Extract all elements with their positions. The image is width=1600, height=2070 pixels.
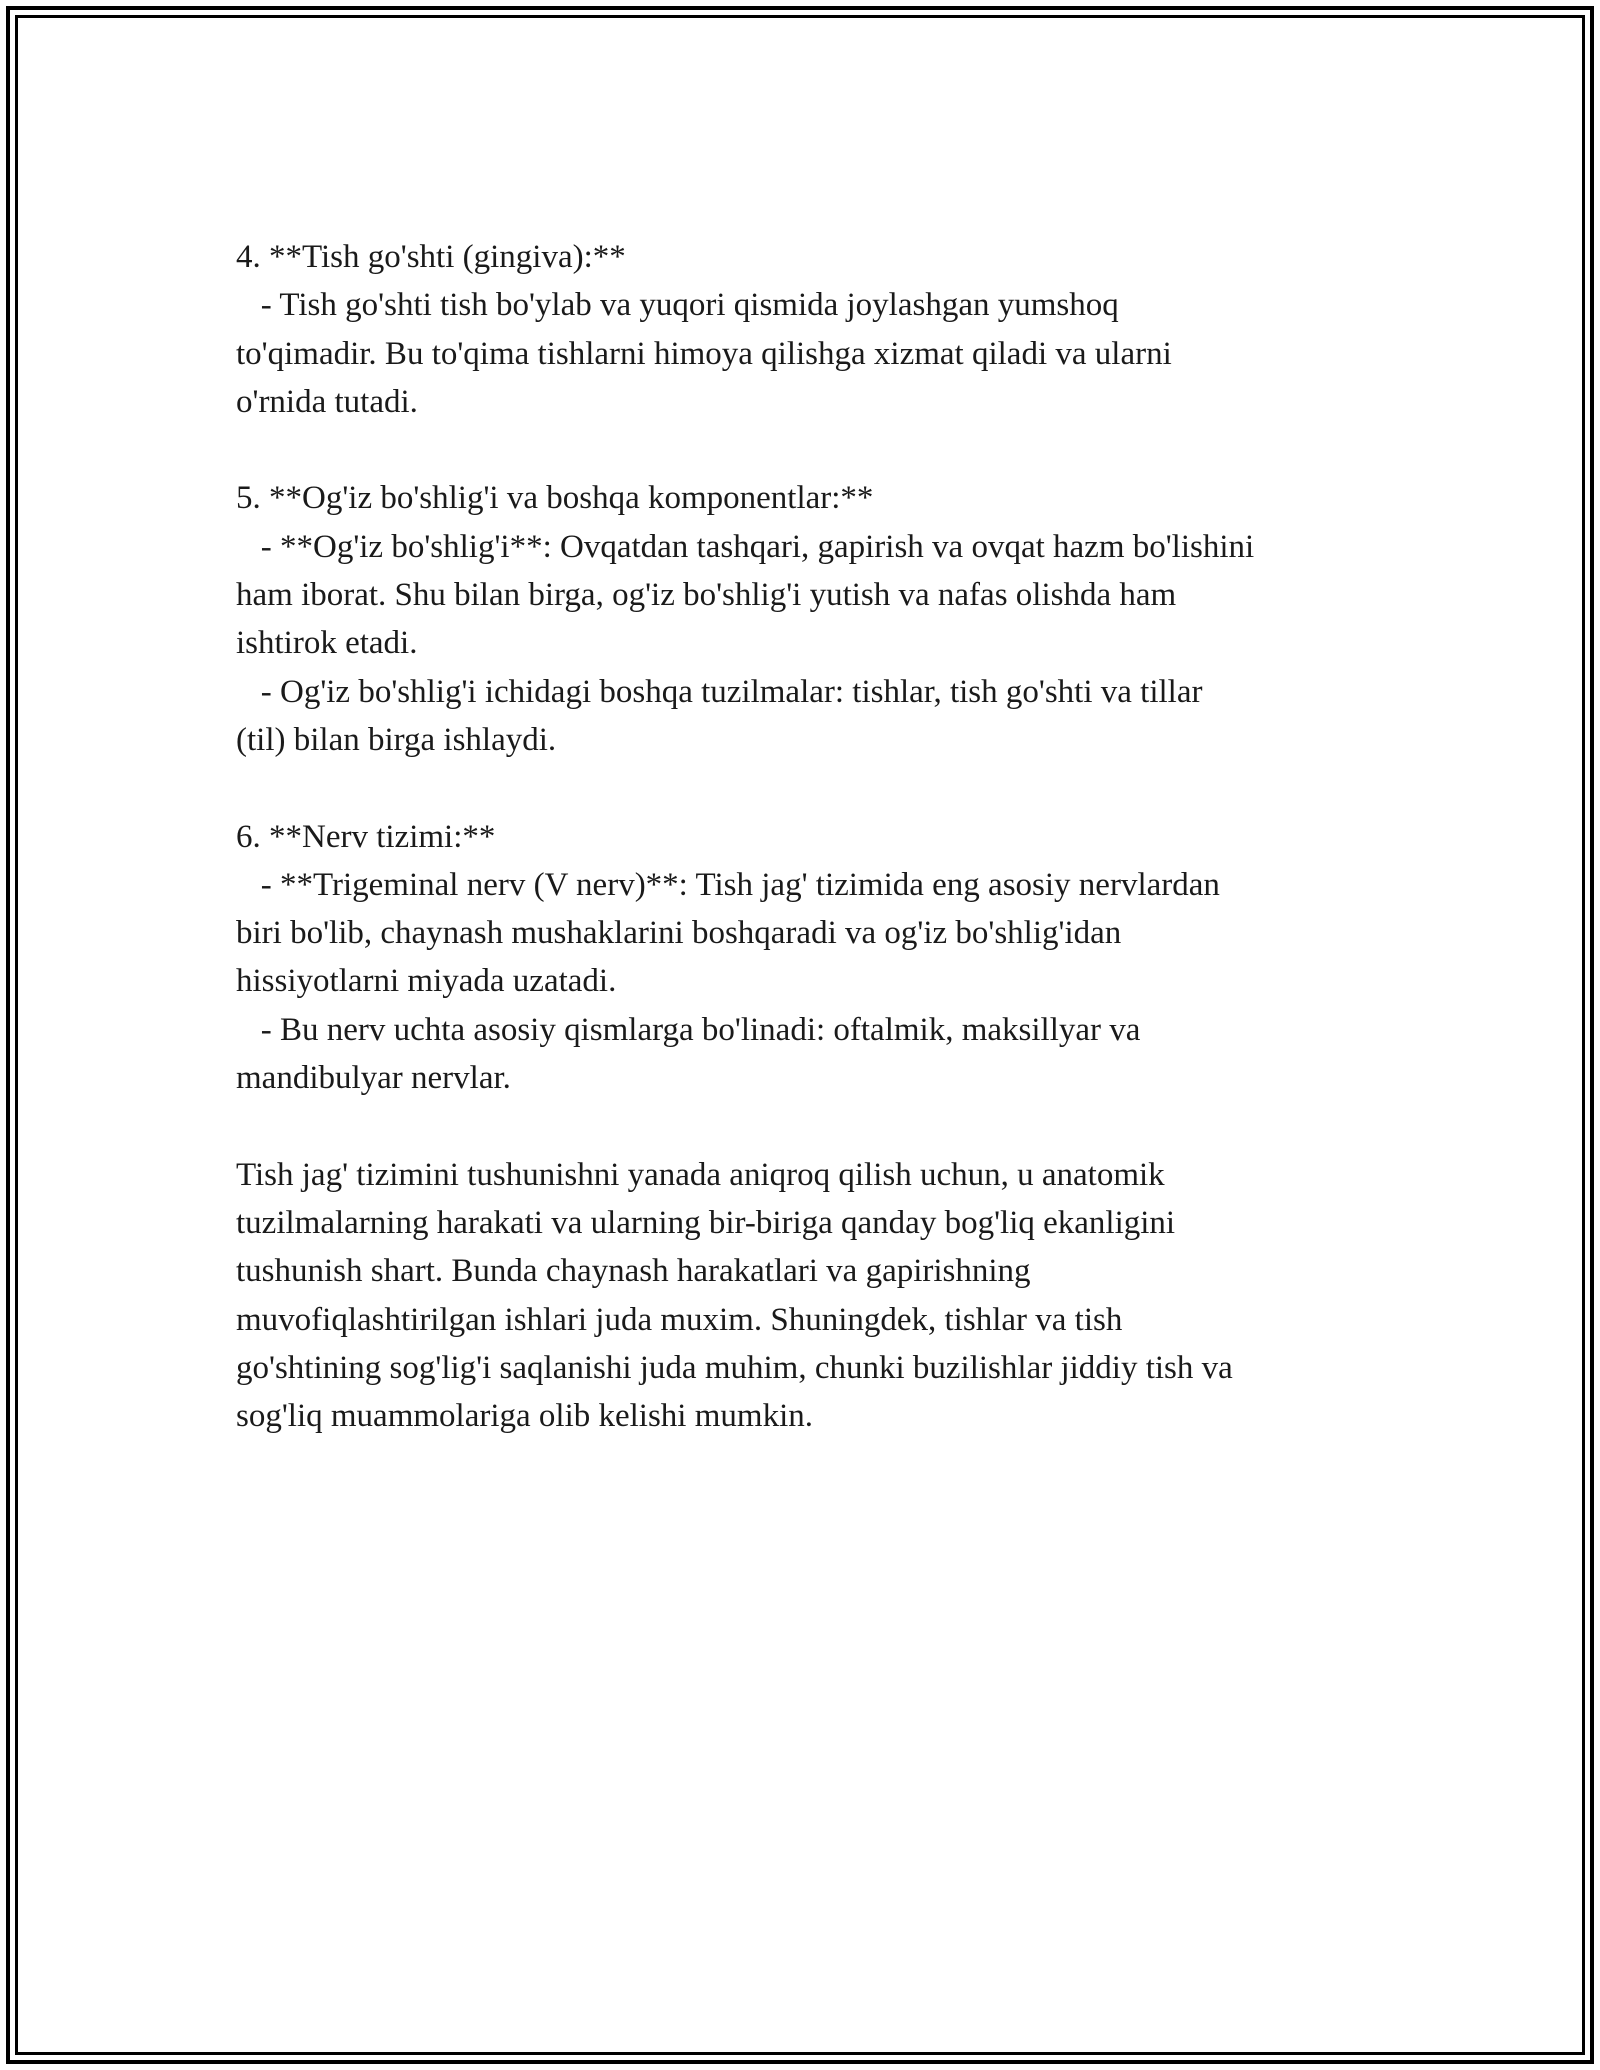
text-line: - Bu nerv uchta asosiy qismlarga bo'linadi: oftalmik, maksillyar va <box>236 1011 1141 1048</box>
text-line: tuzilmalarning harakati va ularning bir-biriga qanday bog'liq ekanligini <box>236 1204 1176 1241</box>
text-line: to'qimadir. Bu to'qima tishlarni himoya qilishga xizmat qiladi va ularni <box>236 335 1172 372</box>
text-line: - Tish go'shti tish bo'ylab va yuqori qismida joylashgan yumshoq <box>236 287 1119 324</box>
text-line: ham iborat. Shu bilan birga, og'iz bo'shlig'i yutish va nafas olishda ham <box>236 577 1177 614</box>
paragraph-spacer <box>236 1102 1416 1150</box>
text-line: tushunish shart. Bunda chaynash harakatlari va gapirishning <box>236 1253 1031 1290</box>
section-heading: 6. **Nerv tizimi:** <box>236 818 496 855</box>
text-line: - **Trigeminal nerv (V nerv)**: Tish jag' tizimida eng asosiy nervlardan <box>236 866 1220 903</box>
text-line: ishtirok etadi. <box>236 625 418 662</box>
text-line: Tish jag' tizimini tushunishni yanada aniqroq qilish uchun, u anatomik <box>236 1156 1165 1193</box>
section-conclusion <box>236 1151 1416 1441</box>
text-line: - Og'iz bo'shlig'i ichidagi boshqa tuzilmalar: tishlar, tish go'shti va tillar <box>236 673 1203 710</box>
document-body <box>236 233 1416 1440</box>
paragraph-spacer <box>236 764 1416 812</box>
text-line: muvofiqlashtirilgan ishlari juda muxim. Shuningdek, tishlar va tish <box>236 1301 1123 1338</box>
text-line: o'rnida tutadi. <box>236 383 418 420</box>
text-line: go'shtining sog'lig'i saqlanishi juda muhim, chunki buzilishlar jiddiy tish va <box>236 1349 1233 1386</box>
section-heading: 5. **Og'iz bo'shlig'i va boshqa komponentlar:** <box>236 480 874 517</box>
text-line: mandibulyar nervlar. <box>236 1060 511 1097</box>
text-line: (til) bilan birga ishlaydi. <box>236 721 557 758</box>
paragraph-spacer <box>236 426 1416 474</box>
text-line: - **Og'iz bo'shlig'i**: Ovqatdan tashqari, gapirish va ovqat hazm bo'lishini <box>236 528 1255 565</box>
section-tish-goshti <box>236 233 1416 426</box>
section-ogiz-boshligi <box>236 474 1416 764</box>
text-line: biri bo'lib, chaynash mushaklarini boshqaradi va og'iz bo'shlig'idan <box>236 915 1122 952</box>
text-line: sog'liq muammolariga olib kelishi mumkin. <box>236 1398 813 1435</box>
section-heading: 4. **Tish go'shti (gingiva):** <box>236 239 626 275</box>
text-line: hissiyotlarni miyada uzatadi. <box>236 963 617 1000</box>
section-nerv-tizimi <box>236 813 1416 1103</box>
